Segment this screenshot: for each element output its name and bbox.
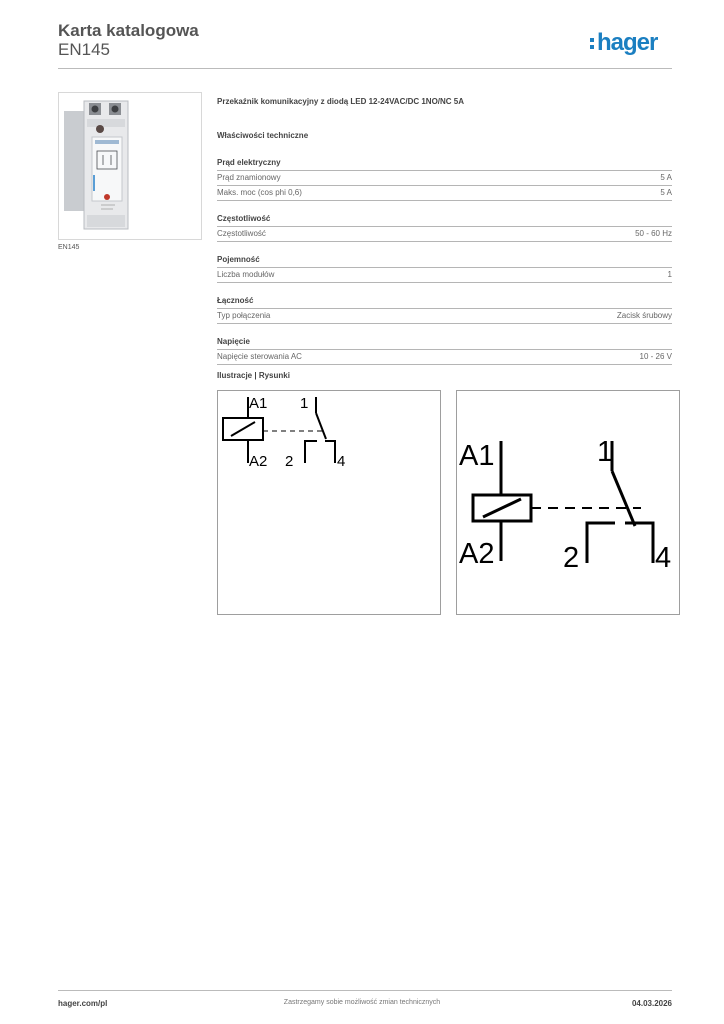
relay-schematic-large — [457, 391, 679, 614]
relay-device-image — [59, 93, 201, 239]
property-row — [217, 309, 672, 324]
terminal-1-label: 1 — [597, 436, 614, 468]
property-label: Napięcie sterowania AC — [217, 352, 302, 361]
property-group-current — [217, 156, 672, 201]
property-label: Liczba modułów — [217, 270, 275, 279]
terminal-2-label: 2 — [285, 453, 294, 470]
property-label: Maks. moc (cos phi 0,6) — [217, 188, 302, 197]
property-label: Typ połączenia — [217, 311, 271, 320]
terminal-4-label: 4 — [655, 542, 672, 574]
property-row — [217, 350, 672, 365]
property-value: Zacisk śrubowy — [616, 311, 672, 320]
footer-divider — [58, 990, 672, 991]
property-label: Częstotliwość — [217, 229, 266, 238]
property-row — [217, 227, 672, 242]
group-title: Łączność — [217, 294, 672, 309]
terminal-2-label: 2 — [563, 542, 580, 574]
property-row — [217, 171, 672, 186]
relay-schematic-small — [218, 391, 440, 614]
header-divider — [58, 68, 672, 69]
terminal-a2-label: A2 — [459, 538, 495, 570]
property-value: 1 — [667, 270, 672, 279]
wiring-diagram-small — [217, 390, 441, 615]
property-group-capacity — [217, 253, 672, 283]
hager-logo — [590, 29, 657, 57]
property-value: 5 A — [660, 188, 672, 197]
product-code-heading: EN145 — [58, 40, 110, 59]
group-title: Napięcie — [217, 335, 672, 350]
photo-caption: EN145 — [58, 244, 80, 251]
footer-date: 04.03.2026 — [631, 999, 672, 1008]
footer-disclaimer: Zastrzegamy sobie możliwość zmian technicznych — [283, 999, 441, 1006]
group-title: Prąd elektryczny — [217, 156, 672, 171]
wiring-diagram-large — [456, 390, 680, 615]
property-value: 50 - 60 Hz — [635, 229, 672, 238]
property-row — [217, 186, 672, 201]
property-label: Prąd znamionowy — [217, 173, 281, 182]
header-title: Karta katalogowa — [58, 21, 199, 40]
product-photo — [58, 92, 202, 240]
terminal-a2-label: A2 — [249, 453, 268, 470]
tech-properties-heading: Właściwości techniczne — [217, 131, 309, 140]
terminal-1-label: 1 — [300, 395, 309, 412]
footer-website-link[interactable]: hager.com/pl — [58, 999, 108, 1008]
illustrations-heading: Ilustracje | Rysunki — [217, 371, 290, 380]
terminal-a1-label: A1 — [459, 440, 495, 472]
product-name: Przekaźnik komunikacyjny z diodą LED 12-24VAC/DC 1NO/NC 5A — [217, 97, 465, 106]
tech-properties — [217, 156, 672, 365]
property-value: 5 A — [660, 173, 672, 182]
property-group-frequency — [217, 212, 672, 242]
property-group-voltage — [217, 335, 672, 365]
terminal-4-label: 4 — [337, 453, 346, 470]
property-group-connectivity — [217, 294, 672, 324]
group-title: Częstotliwość — [217, 212, 672, 227]
logo-dots-icon — [590, 29, 595, 53]
property-value: 10 - 26 V — [639, 352, 672, 361]
group-title: Pojemność — [217, 253, 672, 268]
terminal-a1-label: A1 — [249, 395, 268, 412]
logo-text: hager — [597, 29, 658, 56]
property-row — [217, 268, 672, 283]
